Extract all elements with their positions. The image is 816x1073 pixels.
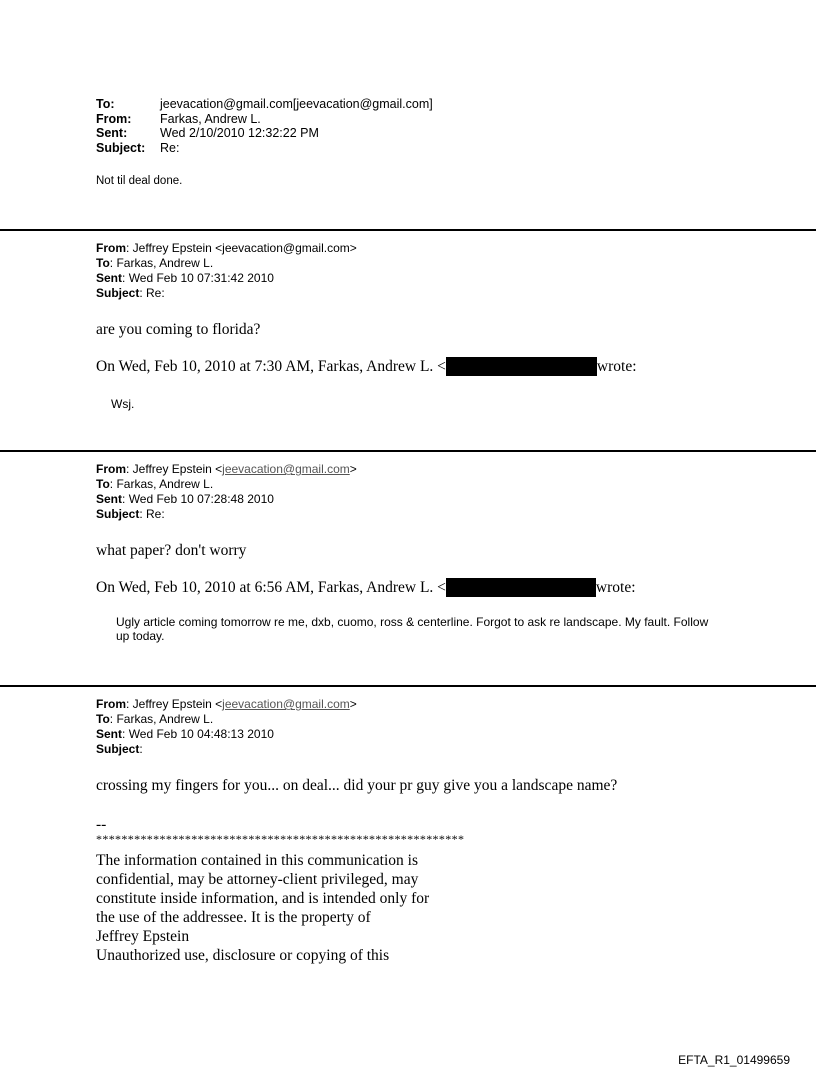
disclaimer-line: Jeffrey Epstein <box>96 928 190 945</box>
message-2-quoted-text: Ugly article coming tomorrow re me, dxb, cuomo, ross & centerline. Forgot to ask re landscape. My fault. Follow up today. <box>116 615 709 643</box>
disclaimer-line: confidential, may be attorney-client privileged, may <box>96 871 419 888</box>
subject-label: Subject <box>96 742 140 756</box>
message-2-subject: Subject: Re: <box>96 507 165 521</box>
signature-stars: ********************************************************** <box>96 832 465 846</box>
sent-value: Wed Feb 10 07:31:42 2010 <box>128 271 274 285</box>
from-name: Jeffrey Epstein < <box>132 462 223 476</box>
from-email: jeevacation@gmail.com <box>222 241 350 255</box>
to-label: To <box>96 477 110 491</box>
to-value: Farkas, Andrew L. <box>116 477 214 491</box>
sent-label: Sent: <box>96 126 128 140</box>
message-1-from: From: Jeffrey Epstein <jeevacation@gmail.com> <box>96 241 357 255</box>
subject-value: Re: <box>160 140 180 155</box>
quote-intro: On Wed, Feb 10, 2010 at 6:56 AM, Farkas, Andrew L. < <box>96 578 446 596</box>
from-name: Jeffrey Epstein < <box>132 697 223 711</box>
redaction-box <box>446 357 597 376</box>
message-1-quote-line <box>96 357 637 376</box>
sent-value: Wed Feb 10 07:28:48 2010 <box>128 492 274 506</box>
sent-label: Sent <box>96 271 123 285</box>
to-label: To <box>96 256 110 270</box>
message-3-to: To: Farkas, Andrew L. <box>96 712 214 726</box>
email-header <box>96 97 433 155</box>
from-close: > <box>349 697 357 711</box>
header-subject-row <box>96 141 433 156</box>
to-value: Farkas, Andrew L. <box>116 256 214 270</box>
subject-label: Subject <box>96 507 140 521</box>
disclaimer-line: Unauthorized use, disclosure or copying of this <box>96 947 390 964</box>
from-label: From <box>96 697 126 711</box>
message-3-subject: Subject: <box>96 742 143 756</box>
from-email-link[interactable]: jeevacation@gmail.com <box>222 697 350 711</box>
disclaimer-line: The information contained in this communication is <box>96 852 418 869</box>
message-3-body: crossing my fingers for you... on deal... did your pr guy give you a landscape name? <box>96 777 618 794</box>
quote-intro: On Wed, Feb 10, 2010 at 7:30 AM, Farkas, Andrew L. < <box>96 357 446 375</box>
message-1-subject: Subject: Re: <box>96 286 165 300</box>
confidentiality-disclaimer <box>96 851 429 965</box>
header-to-row <box>96 97 433 112</box>
message-1-body: are you coming to florida? <box>96 321 261 338</box>
message-1-sent: Sent: Wed Feb 10 07:31:42 2010 <box>96 271 274 285</box>
message-2-body: what paper? don't worry <box>96 542 247 559</box>
signature-dashes: -- <box>96 816 107 833</box>
sent-value: Wed Feb 10 04:48:13 2010 <box>128 727 274 741</box>
from-close: > <box>349 462 357 476</box>
message-1-to: To: Farkas, Andrew L. <box>96 256 214 270</box>
from-close: > <box>349 241 357 255</box>
disclaimer-line: the use of the addressee. It is the property of <box>96 909 371 926</box>
subject-value: Re: <box>146 286 165 300</box>
divider <box>0 685 816 687</box>
quote-wrote: wrote: <box>595 578 636 596</box>
sent-label: Sent <box>96 727 123 741</box>
top-message-body: Not til deal done. <box>96 175 183 187</box>
message-2-quote-line <box>96 578 636 597</box>
subject-value: Re: <box>146 507 165 521</box>
header-sent-row <box>96 126 433 141</box>
from-label: From <box>96 462 126 476</box>
quote-wrote: wrote: <box>596 357 637 375</box>
document-id: EFTA_R1_01499659 <box>678 1053 790 1067</box>
sent-value: Wed 2/10/2010 12:32:22 PM <box>160 126 319 140</box>
message-2-meta <box>96 462 357 522</box>
to-value: Farkas, Andrew L. <box>116 712 214 726</box>
message-3-from: From: Jeffrey Epstein <jeevacation@gmail.com> <box>96 697 357 711</box>
message-2-to: To: Farkas, Andrew L. <box>96 477 214 491</box>
from-label: From <box>96 241 126 255</box>
from-name: Jeffrey Epstein < <box>132 241 223 255</box>
redaction-box <box>446 578 596 597</box>
sent-label: Sent <box>96 492 123 506</box>
message-3-meta <box>96 697 357 757</box>
divider <box>0 229 816 231</box>
from-email-link[interactable]: jeevacation@gmail.com <box>222 462 350 476</box>
to-label: To: <box>96 97 115 111</box>
subject-label: Subject <box>96 286 140 300</box>
message-1-meta <box>96 241 357 301</box>
divider <box>0 450 816 452</box>
message-2-sent: Sent: Wed Feb 10 07:28:48 2010 <box>96 492 274 506</box>
message-1-quoted-text: Wsj. <box>111 397 135 411</box>
header-from-row <box>96 112 433 127</box>
from-label: From: <box>96 111 132 126</box>
to-label: To <box>96 712 110 726</box>
subject-label: Subject: <box>96 140 146 155</box>
to-value: jeevacation@gmail.com[jeevacation@gmail.com] <box>160 97 433 111</box>
from-value: Farkas, Andrew L. <box>160 111 261 126</box>
disclaimer-line: constitute inside information, and is intended only for <box>96 890 430 907</box>
message-3-sent: Sent: Wed Feb 10 04:48:13 2010 <box>96 727 274 741</box>
message-2-from: From: Jeffrey Epstein <jeevacation@gmail.com> <box>96 462 357 476</box>
